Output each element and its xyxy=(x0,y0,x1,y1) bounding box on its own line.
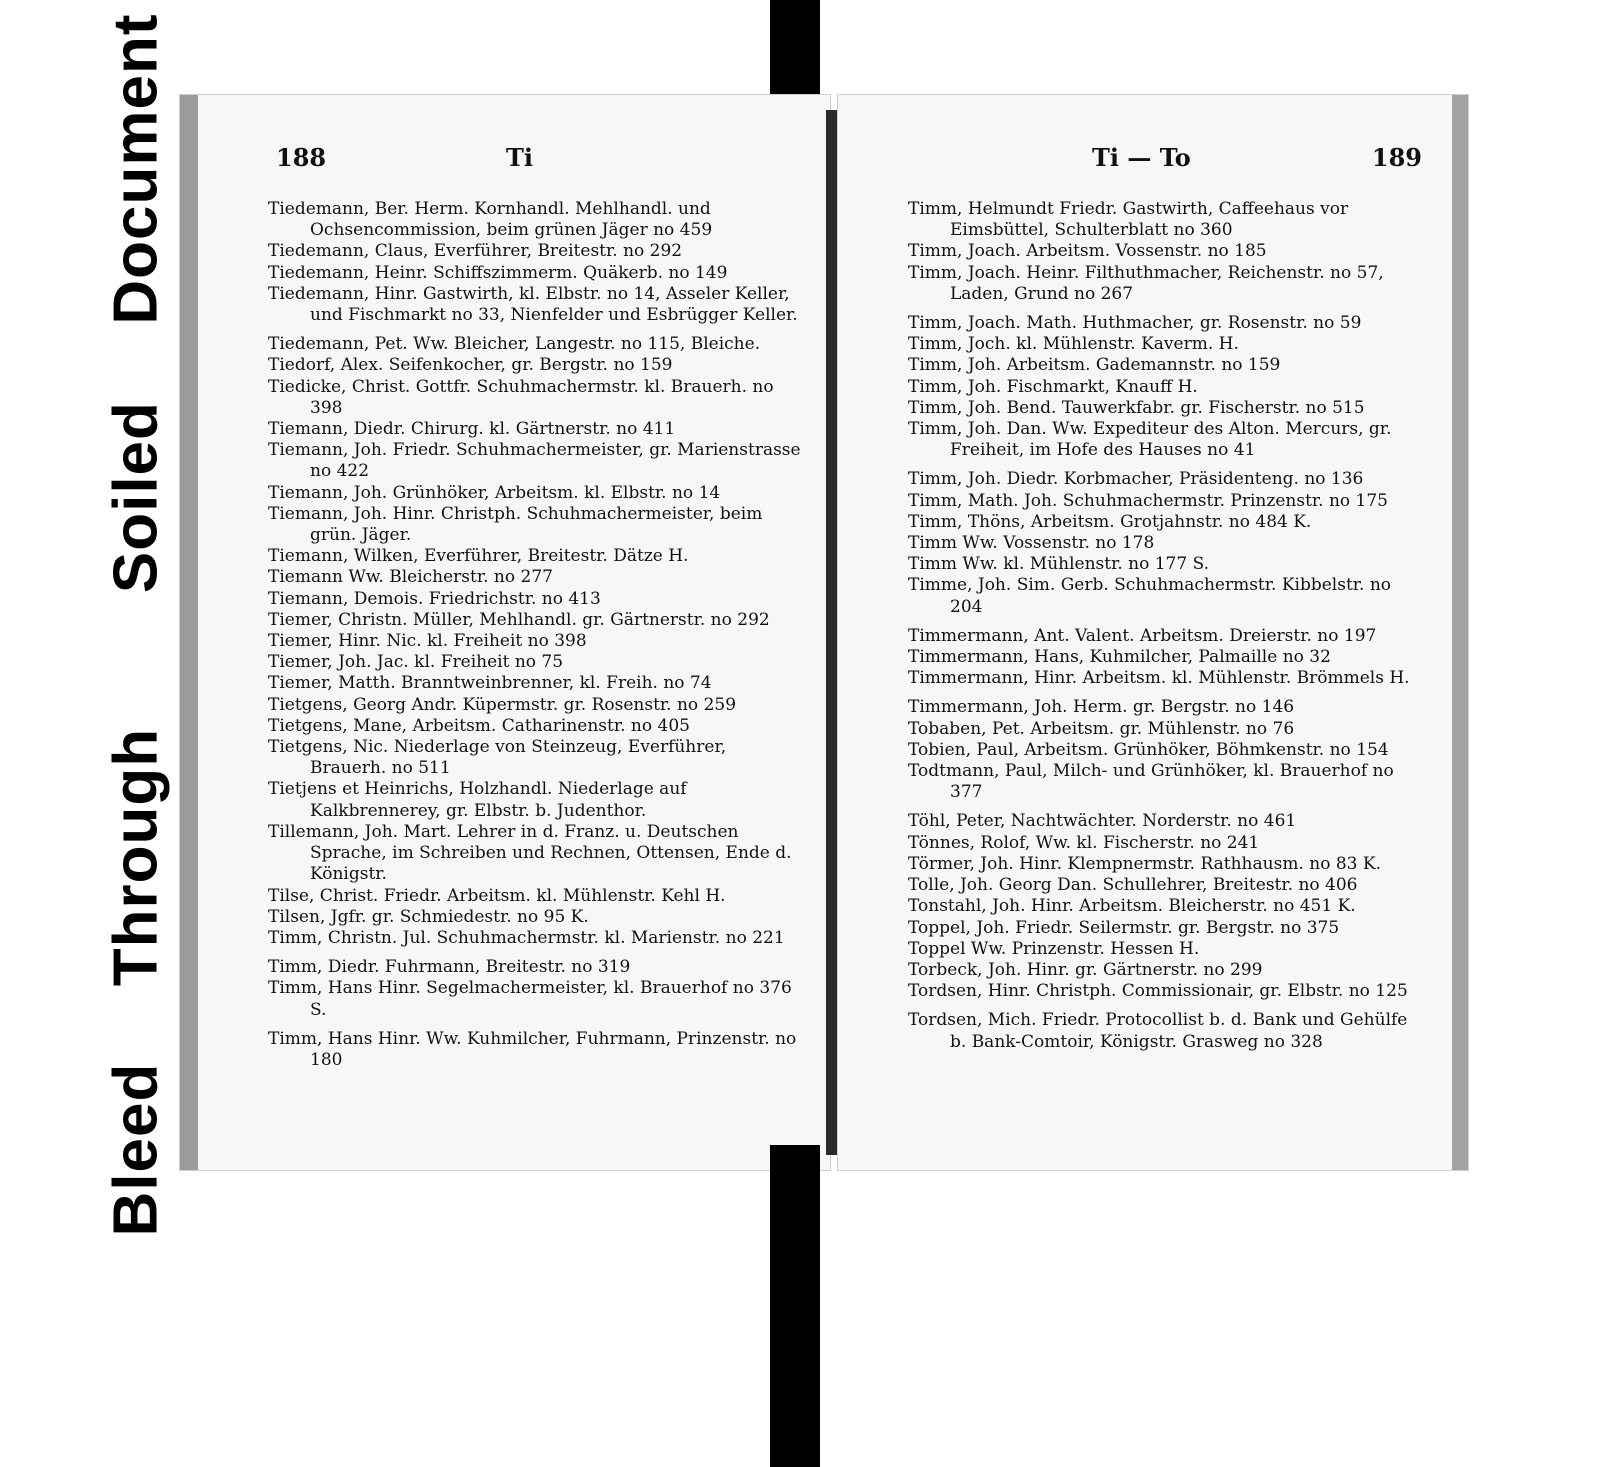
directory-entry: Timm, Joh. Fischmarkt, Knauff H. xyxy=(908,376,1198,397)
directory-entry: Timm, Joach. Heinr. Filthuthmacher, Reichenstr. no 57, Laden, Grund no 267 xyxy=(908,262,1384,304)
left-page xyxy=(180,95,830,1170)
directory-entry: Tiedorf, Alex. Seifenkocher, gr. Bergstr. no 159 xyxy=(268,355,673,376)
directory-entry: Tönnes, Rolof, Ww. kl. Fischerstr. no 241 xyxy=(908,832,1260,853)
directory-entry: Tiemann, Wilken, Everführer, Breitestr. Dätze H. xyxy=(268,546,689,567)
directory-entry: Timm, Thöns, Arbeitsm. Grotjahnstr. no 484 K. xyxy=(908,511,1312,532)
directory-entry: Tiedemann, Pet. Ww. Bleicher, Langestr. no 115, Bleiche. xyxy=(268,334,761,355)
directory-entry: Timm Ww. kl. Mühlenstr. no 177 S. xyxy=(908,554,1210,575)
side-label-word-2: Through xyxy=(101,727,171,987)
directory-entry: Timmermann, Ant. Valent. Arbeitsm. Dreierstr. no 197 xyxy=(908,625,1377,646)
directory-entry: Tiemer, Matth. Branntweinbrenner, kl. Freih. no 74 xyxy=(268,673,712,694)
directory-entry: Timm, Diedr. Fuhrmann, Breitestr. no 319 xyxy=(268,957,631,978)
directory-entry: Timm, Joch. kl. Mühlenstr. Kaverm. H. xyxy=(908,334,1239,355)
directory-entry: Timme, Joh. Sim. Gerb. Schuhmachermstr. Kibbelstr. no 204 xyxy=(908,575,1392,617)
directory-entry: Tietjens et Heinrichs, Holzhandl. Niederlage auf Kalkbrennerey, gr. Elbstr. b. Judenthor. xyxy=(268,779,687,821)
directory-entry: Timm Ww. Vossenstr. no 178 xyxy=(908,533,1155,554)
directory-entry: Timmermann, Hinr. Arbeitsm. kl. Mühlenstr. Brömmels H. xyxy=(908,668,1410,689)
directory-entry: Tiemann, Demois. Friedrichstr. no 413 xyxy=(268,588,601,609)
directory-entry: Tiemann, Joh. Hinr. Christph. Schuhmachermeister, beim grün. Jäger. xyxy=(268,503,763,546)
directory-entry: Tiemann Ww. Bleicherstr. no 277 xyxy=(268,567,553,588)
directory-entry: Tietgens, Mane, Arbeitsm. Catharinenstr. no 405 xyxy=(268,715,690,736)
directory-entry: Tilse, Christ. Friedr. Arbeitsm. kl. Mühlenstr. Kehl H. xyxy=(268,885,726,906)
directory-entry: Timm, Christn. Jul. Schuhmachermstr. kl. Marienstr. no 221 xyxy=(268,927,785,948)
directory-entry: Timm, Helmundt Friedr. Gastwirth, Caffeehaus vor Eimsbüttel, Schulterblatt no 360 xyxy=(908,199,1349,241)
directory-entry: Tiemer, Hinr. Nic. kl. Freiheit no 398 xyxy=(268,631,587,652)
side-label-panel xyxy=(88,13,184,1237)
directory-entry: Timm, Joh. Bend. Tauwerkfabr. gr. Fischerstr. no 515 xyxy=(908,397,1365,418)
directory-entry: Toppel, Joh. Friedr. Seilermstr. gr. Bergstr. no 375 xyxy=(908,917,1340,938)
right-entry-list xyxy=(908,199,1424,1053)
directory-entry: Timm, Joh. Arbeitsm. Gademannstr. no 159 xyxy=(908,355,1281,376)
directory-entry: Tiedemann, Ber. Herm. Kornhandl. Mehlhandl. und Ochsencommission, beim grünen Jäger no 459 xyxy=(268,199,713,241)
directory-entry: Torbeck, Joh. Hinr. gr. Gärtnerstr. no 299 xyxy=(908,959,1263,980)
directory-entry: Tilsen, Jgfr. gr. Schmiedestr. no 95 K. xyxy=(268,906,589,927)
right-page xyxy=(838,95,1468,1170)
directory-entry: Timm, Joh. Diedr. Korbmacher, Präsidenteng. no 136 xyxy=(908,469,1364,490)
directory-entry: Toppel Ww. Prinzenstr. Hessen H. xyxy=(908,938,1200,959)
side-label-word-1: Bleed xyxy=(101,1062,171,1237)
directory-entry: Todtmann, Paul, Milch- und Grünhöker, kl. Brauerhof no 377 xyxy=(908,761,1394,803)
directory-entry: Tiemann, Joh. Grünhöker, Arbeitsm. kl. Elbstr. no 14 xyxy=(268,482,721,503)
directory-entry: Tonstahl, Joh. Hinr. Arbeitsm. Bleicherstr. no 451 K. xyxy=(908,896,1356,917)
directory-entry: Töhl, Peter, Nachtwächter. Norderstr. no 461 xyxy=(908,811,1297,832)
side-label-word-4: Document xyxy=(101,13,171,325)
directory-entry: Tiedemann, Heinr. Schiffszimmerm. Quäkerb. no 149 xyxy=(268,262,728,283)
directory-entry: Tolle, Joh. Georg Dan. Schullehrer, Breitestr. no 406 xyxy=(908,875,1358,896)
directory-entry: Tobien, Paul, Arbeitsm. Grünhöker, Böhmkenstr. no 154 xyxy=(908,739,1389,760)
directory-entry: Timmermann, Joh. Herm. gr. Bergstr. no 146 xyxy=(908,697,1295,718)
directory-entry: Tiedicke, Christ. Gottfr. Schuhmachermstr. kl. Brauerh. no 398 xyxy=(268,376,774,418)
side-label-text xyxy=(101,13,172,1236)
directory-entry: Tiemer, Joh. Jac. kl. Freiheit no 75 xyxy=(268,652,564,673)
directory-entry: Timmermann, Hans, Kuhmilcher, Palmaille no 32 xyxy=(908,647,1331,668)
left-entry-list xyxy=(268,199,802,1071)
left-running-head: Ti xyxy=(506,143,533,172)
directory-entry: Tiemann, Joh. Friedr. Schuhmachermeister, gr. Marienstrasse no 422 xyxy=(268,440,801,482)
directory-entry: Törmer, Joh. Hinr. Klempnermstr. Rathhausm. no 83 K. xyxy=(908,853,1381,874)
directory-entry: Tietgens, Georg Andr. Küpermstr. gr. Rosenstr. no 259 xyxy=(268,694,737,715)
directory-entry: Timm, Joh. Dan. Ww. Expediteur des Alton. Mercurs, gr. Freiheit, im Hofe des Hauses no 41 xyxy=(908,419,1392,461)
side-label-word-3: Soiled xyxy=(101,401,171,594)
right-page-number: 189 xyxy=(1371,143,1422,172)
directory-entry: Timm, Hans Hinr. Ww. Kuhmilcher, Fuhrmann, Prinzenstr. no 180 xyxy=(268,1028,797,1070)
directory-entry: Timm, Joach. Arbeitsm. Vossenstr. no 185 xyxy=(908,241,1267,262)
left-page-number: 188 xyxy=(276,143,327,172)
directory-entry: Tillemann, Joh. Mart. Lehrer in d. Franz. u. Deutschen Sprache, im Schreiben und Rechnen, Ottensen, Ende d. Königstr. xyxy=(268,821,792,885)
directory-entry: Timm, Hans Hinr. Segelmachermeister, kl. Brauerhof no 376 S. xyxy=(268,978,792,1020)
directory-entry: Tiemer, Christn. Müller, Mehlhandl. gr. Gärtnerstr. no 292 xyxy=(268,609,770,630)
directory-entry: Tordsen, Hinr. Christph. Commissionair, gr. Elbstr. no 125 xyxy=(908,981,1408,1002)
directory-entry: Tordsen, Mich. Friedr. Protocollist b. d. Bank und Gehülfe b. Bank-Comtoir, Königstr. Grasweg no 328 xyxy=(908,1010,1408,1052)
directory-entry: Tietgens, Nic. Niederlage von Steinzeug, Everführer, Brauerh. no 511 xyxy=(268,737,727,779)
directory-entry: Timm, Joach. Math. Huthmacher, gr. Rosenstr. no 59 xyxy=(908,313,1362,334)
binding-strap-bottom xyxy=(770,1145,820,1467)
directory-entry: Tiedemann, Hinr. Gastwirth, kl. Elbstr. no 14, Asseler Keller, und Fischmarkt no 33, Nienfelder und Esbrügger Keller. xyxy=(268,283,798,326)
right-running-head: Ti — To xyxy=(1092,143,1191,172)
left-page-header xyxy=(276,143,800,183)
directory-entry: Tiedemann, Claus, Everführer, Breitestr. no 292 xyxy=(268,241,683,262)
directory-entry: Tobaben, Pet. Arbeitsm. gr. Mühlenstr. no 76 xyxy=(908,718,1295,739)
directory-entry: Timm, Math. Joh. Schuhmachermstr. Prinzenstr. no 175 xyxy=(908,490,1389,511)
directory-entry: Tiemann, Diedr. Chirurg. kl. Gärtnerstr. no 411 xyxy=(268,419,676,440)
right-page-header xyxy=(916,143,1422,183)
